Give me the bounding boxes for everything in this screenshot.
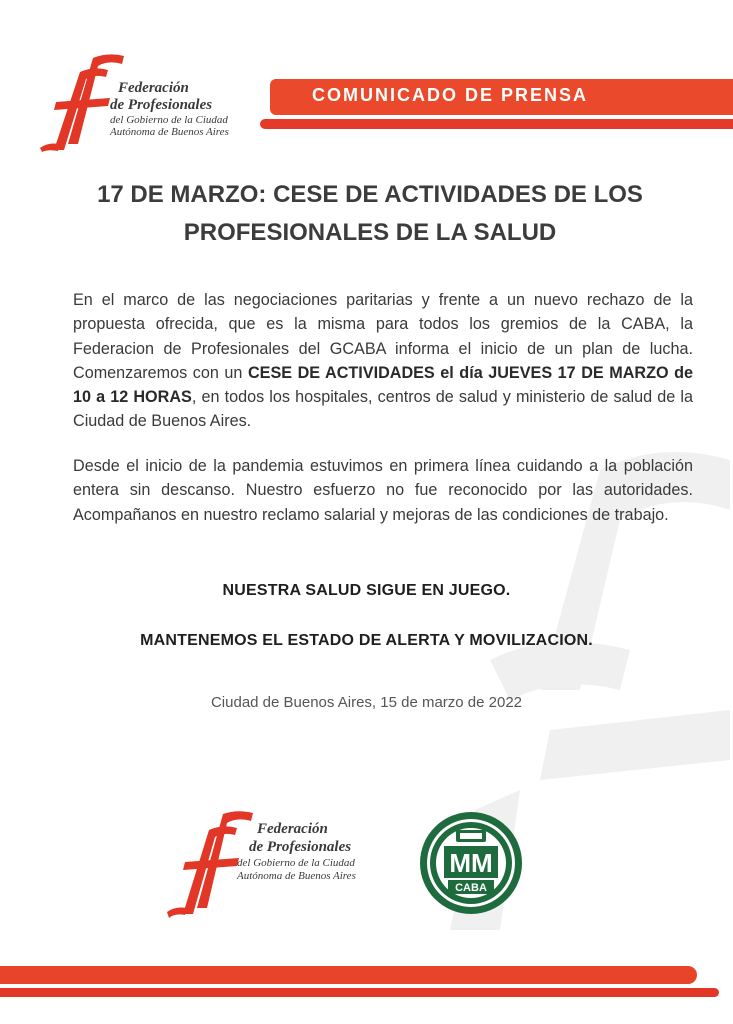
logo-footer-line3: del Gobierno de la Ciudad: [237, 857, 355, 869]
logo-footer-line1: Federación: [257, 821, 328, 837]
banner-label: COMUNICADO DE PRENSA: [312, 85, 589, 105]
logo-name-line3: del Gobierno de la Ciudad: [110, 114, 228, 126]
footer-bar-bottom: [0, 988, 719, 997]
slogan-2: MANTENEMOS EL ESTADO DE ALERTA Y MOVILIZACION.: [140, 632, 593, 649]
paragraph-1: [73, 288, 693, 434]
mm-caba-seal-icon: [418, 810, 524, 916]
seal-letters: MM: [449, 848, 493, 878]
federacion-logo-footer: [165, 810, 405, 920]
logo-name-line2: de Profesionales: [110, 97, 213, 113]
banner-underline: [260, 119, 733, 129]
footer-bar-top: [0, 966, 697, 984]
slogan-1: NUESTRA SALUD SIGUE EN JUEGO.: [222, 582, 511, 599]
logo-name-line1: Federación: [118, 80, 189, 96]
paragraph-2: Desde el inicio de la pandemia estuvimos en primera línea cuidando a la población entera sin descanso. Nuestro esfuerzo no fue reconocido por las autoridades. Acompañanos en nuestro reclamo salarial y mejoras de las condiciones de trabajo.: [73, 457, 693, 524]
logo-footer-line2: de Profesionales: [249, 839, 352, 855]
press-release-banner: [256, 77, 733, 137]
paragraph-1-text-b: , en todos los hospitales, centros de salud y ministerio de salud de la Ciudad de Buenos Aires.: [73, 388, 693, 431]
federacion-logo: [38, 52, 268, 152]
logo-name-line4: Autónoma de Buenos Aires: [110, 126, 229, 138]
logo-footer-line4: Autónoma de Buenos Aires: [237, 870, 356, 882]
page-title: [60, 176, 680, 252]
dateline: Ciudad de Buenos Aires, 15 de marzo de 2022: [210, 694, 523, 711]
title-line2: PROFESIONALES DE LA SALUD: [183, 219, 557, 246]
paragraph-1-bold: CESE DE ACTIVIDADES el día JUEVES 17 DE MARZO de 10 a 12 HORAS: [73, 363, 693, 407]
footer-bar: [0, 964, 733, 1024]
title-line1: 17 DE MARZO: CESE DE ACTIVIDADES DE LOS: [97, 181, 643, 208]
paragraph-1-text-a: En el marco de las negociaciones paritarias y frente a un nuevo rechazo de la propuesta ofrecida, que es la misma para todos los gremios de la CABA, la Federacion de Profesionales del GCABA informa el inicio de un plan de lucha. Comenzaremos con un: [73, 291, 693, 382]
seal-text: CABA: [455, 882, 487, 894]
